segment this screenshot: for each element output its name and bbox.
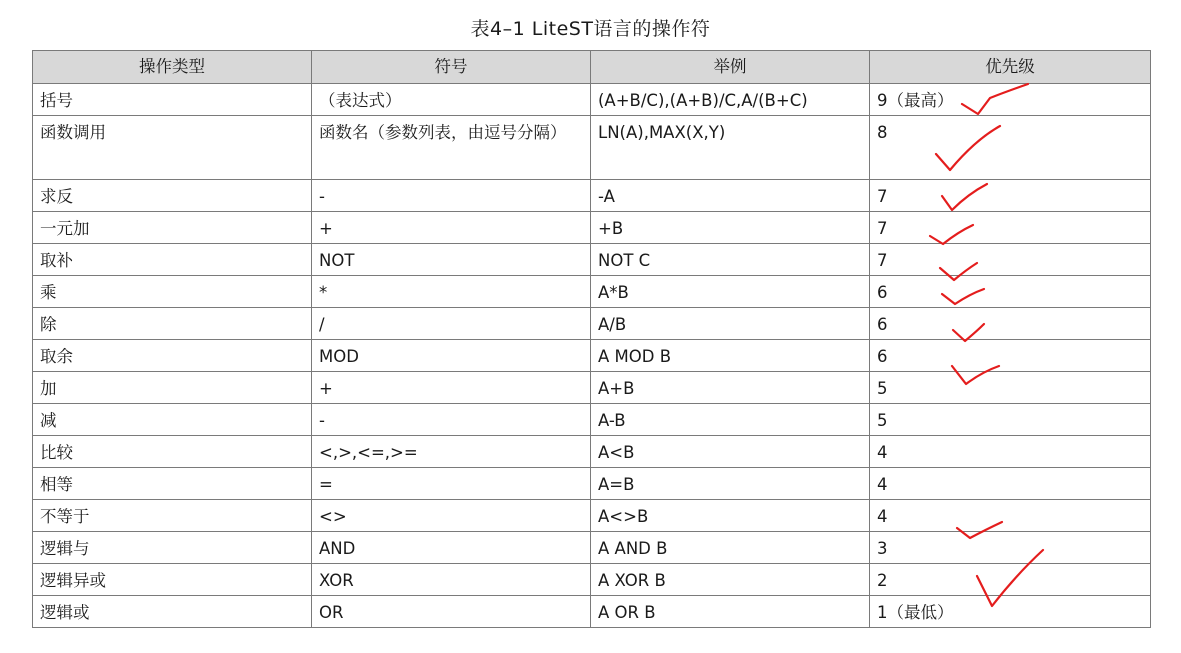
cell-priority: 7	[870, 212, 1151, 244]
header-example: 举例	[591, 51, 870, 84]
cell-operation-type: 减	[33, 404, 312, 436]
cell-priority: 6	[870, 340, 1151, 372]
cell-operation-type: 乘	[33, 276, 312, 308]
cell-symbol: <>	[312, 500, 591, 532]
table-row	[33, 180, 1151, 212]
cell-example: A MOD B	[591, 340, 870, 372]
cell-symbol: 函数名（参数列表，由逗号分隔）	[312, 116, 591, 180]
cell-priority: 7	[870, 180, 1151, 212]
cell-symbol: <,>,<=,>=	[312, 436, 591, 468]
cell-operation-type: 括号	[33, 84, 312, 116]
cell-priority: 8	[870, 116, 1151, 180]
cell-symbol: MOD	[312, 340, 591, 372]
cell-example: (A+B/C),(A+B)/C,A/(B+C)	[591, 84, 870, 116]
cell-priority: 5	[870, 404, 1151, 436]
cell-priority: 2	[870, 564, 1151, 596]
cell-symbol: NOT	[312, 244, 591, 276]
cell-priority: 4	[870, 500, 1151, 532]
table-row	[33, 212, 1151, 244]
cell-example: A OR B	[591, 596, 870, 628]
cell-priority: 5	[870, 372, 1151, 404]
table-row	[33, 84, 1151, 116]
cell-operation-type: 逻辑或	[33, 596, 312, 628]
cell-operation-type: 函数调用	[33, 116, 312, 180]
table-row	[33, 596, 1151, 628]
cell-operation-type: 逻辑与	[33, 532, 312, 564]
cell-operation-type: 取余	[33, 340, 312, 372]
table-row	[33, 244, 1151, 276]
table-row	[33, 308, 1151, 340]
cell-symbol: -	[312, 180, 591, 212]
table-row	[33, 564, 1151, 596]
cell-symbol: *	[312, 276, 591, 308]
cell-operation-type: 不等于	[33, 500, 312, 532]
cell-priority: 4	[870, 468, 1151, 500]
table-row	[33, 340, 1151, 372]
cell-symbol: AND	[312, 532, 591, 564]
cell-priority: 9（最高）	[870, 84, 1151, 116]
cell-example: A XOR B	[591, 564, 870, 596]
table-row	[33, 116, 1151, 180]
cell-example: A*B	[591, 276, 870, 308]
cell-operation-type: 相等	[33, 468, 312, 500]
cell-example: A/B	[591, 308, 870, 340]
cell-priority: 1（最低）	[870, 596, 1151, 628]
cell-symbol: +	[312, 372, 591, 404]
table-row	[33, 372, 1151, 404]
table-row	[33, 276, 1151, 308]
table-row	[33, 404, 1151, 436]
cell-priority: 3	[870, 532, 1151, 564]
cell-symbol: （表达式）	[312, 84, 591, 116]
cell-priority: 6	[870, 308, 1151, 340]
cell-operation-type: 除	[33, 308, 312, 340]
cell-operation-type: 取补	[33, 244, 312, 276]
header-operation-type: 操作类型	[33, 51, 312, 84]
cell-symbol: XOR	[312, 564, 591, 596]
cell-priority: 7	[870, 244, 1151, 276]
cell-operation-type: 比较	[33, 436, 312, 468]
cell-example: -A	[591, 180, 870, 212]
cell-example: +B	[591, 212, 870, 244]
cell-symbol: OR	[312, 596, 591, 628]
cell-example: A+B	[591, 372, 870, 404]
cell-example: A=B	[591, 468, 870, 500]
table-row	[33, 436, 1151, 468]
cell-operation-type: 加	[33, 372, 312, 404]
operator-table	[32, 50, 1151, 628]
cell-example: A<B	[591, 436, 870, 468]
cell-symbol: -	[312, 404, 591, 436]
cell-priority: 4	[870, 436, 1151, 468]
cell-example: A AND B	[591, 532, 870, 564]
cell-symbol: /	[312, 308, 591, 340]
cell-example: NOT C	[591, 244, 870, 276]
cell-operation-type: 求反	[33, 180, 312, 212]
table-header-row	[33, 51, 1151, 84]
header-symbol: 符号	[312, 51, 591, 84]
header-priority: 优先级	[870, 51, 1151, 84]
table-row	[33, 532, 1151, 564]
cell-symbol: +	[312, 212, 591, 244]
table-caption: 表4–1 LiteST语言的操作符	[470, 18, 711, 40]
cell-operation-type: 逻辑异或	[33, 564, 312, 596]
cell-example: A<>B	[591, 500, 870, 532]
table-row	[33, 500, 1151, 532]
cell-example: A-B	[591, 404, 870, 436]
cell-priority: 6	[870, 276, 1151, 308]
cell-operation-type: 一元加	[33, 212, 312, 244]
table-row	[33, 468, 1151, 500]
cell-example: LN(A),MAX(X,Y)	[591, 116, 870, 180]
cell-symbol: =	[312, 468, 591, 500]
